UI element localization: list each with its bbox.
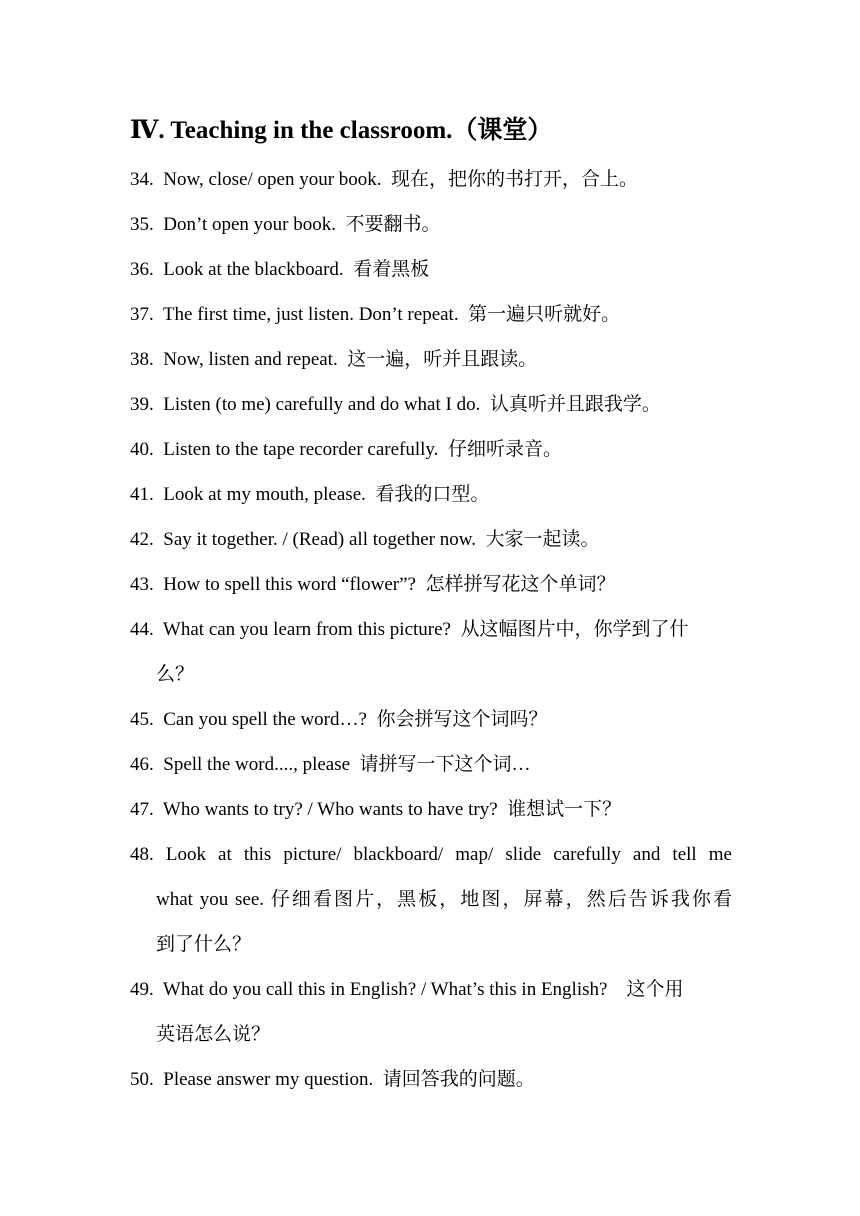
item-english: Please answer my question. [163,1069,374,1090]
item-number: 48. [130,844,154,865]
phrase-list [130,157,732,1102]
item-english: Don’t open your book. [163,214,336,235]
list-item [130,832,732,967]
item-english: How to spell this word “flower”? [163,574,416,595]
item-english: Can you spell the word…? [163,709,367,730]
list-item [130,562,732,607]
item-english: Now, close/ open your book. [163,169,382,190]
item-english: Listen to the tape recorder carefully. [163,439,439,460]
item-continuation-2: 到了什么？ [156,934,252,955]
list-item [130,292,732,337]
item-number: 44. [130,619,154,640]
item-chinese-continuation: 英语怎么说？ [156,1024,271,1045]
item-chinese: 请回答我的问题。 [382,1069,535,1090]
item-chinese: 不要翻书。 [345,214,441,235]
item-english: What do you call this in English? / What’s this in English? [162,979,608,1000]
list-item [130,787,732,832]
item-english: What can you learn from this picture? [162,619,451,640]
list-item [130,247,732,292]
list-item [130,202,732,247]
list-item [130,697,732,742]
item-number: 42. [130,529,154,550]
item-english: Look at the blackboard. [163,259,344,280]
item-english: Who wants to try? / Who wants to have try? [162,799,498,820]
item-continuation-1: what you see. 仔细看图片，黑板，地图，屏幕，然后告诉我你看 [156,889,732,910]
item-chinese: 仔细听录音。 [447,439,562,460]
section-heading: Ⅳ. Teaching in the classroom.（课堂） [130,117,553,144]
item-number: 37. [130,304,154,325]
item-chinese: 现在，把你的书打开，合上。 [391,169,639,190]
list-item [130,607,732,697]
list-item [130,382,732,427]
item-english: Spell the word...., please [163,754,351,775]
item-number: 45. [130,709,154,730]
item-chinese: 请拼写一下这个词… [359,754,531,775]
item-english: Look at this picture/ blackboard/ map/ slide carefully and tell me [165,844,732,865]
item-chinese: 这个用 [626,979,684,1000]
item-chinese: 看着黑板 [353,259,430,280]
list-item [130,742,732,787]
item-english: Listen (to me) carefully and do what I do. [163,394,481,415]
item-english: The first time, just listen. Don’t repeat. [162,304,459,325]
item-number: 38. [130,349,154,370]
list-item [130,472,732,517]
item-chinese: 怎样拼写花这个单词？ [425,574,616,595]
item-chinese-continuation: 么？ [156,664,195,685]
item-number: 40. [130,439,154,460]
item-number: 46. [130,754,154,775]
item-number: 34. [130,169,154,190]
item-english: Say it together. / (Read) all together now. [163,529,476,550]
item-chinese: 从这幅图片中，你学到了什 [460,619,689,640]
item-chinese: 你会拼写这个词吗？ [376,709,548,730]
item-number: 36. [130,259,154,280]
item-chinese: 第一遍只听就好。 [468,304,621,325]
item-number: 43. [130,574,154,595]
item-number: 47. [130,799,154,820]
item-chinese: 这一遍，听并且跟读。 [347,349,538,370]
list-item [130,1057,732,1102]
item-chinese: 大家一起读。 [485,529,600,550]
item-english: Look at my mouth, please. [163,484,366,505]
item-chinese: 谁想试一下？ [507,799,622,820]
list-item [130,337,732,382]
item-english: Now, listen and repeat. [163,349,338,370]
list-item [130,517,732,562]
item-number: 35. [130,214,154,235]
list-item [130,967,732,1057]
list-item [130,427,732,472]
item-chinese: 看我的口型。 [375,484,490,505]
item-chinese: 认真听并且跟我学。 [489,394,661,415]
item-number: 49. [130,979,154,1000]
item-number: 41. [130,484,154,505]
item-number: 39. [130,394,154,415]
list-item [130,157,732,202]
item-number: 50. [130,1069,154,1090]
